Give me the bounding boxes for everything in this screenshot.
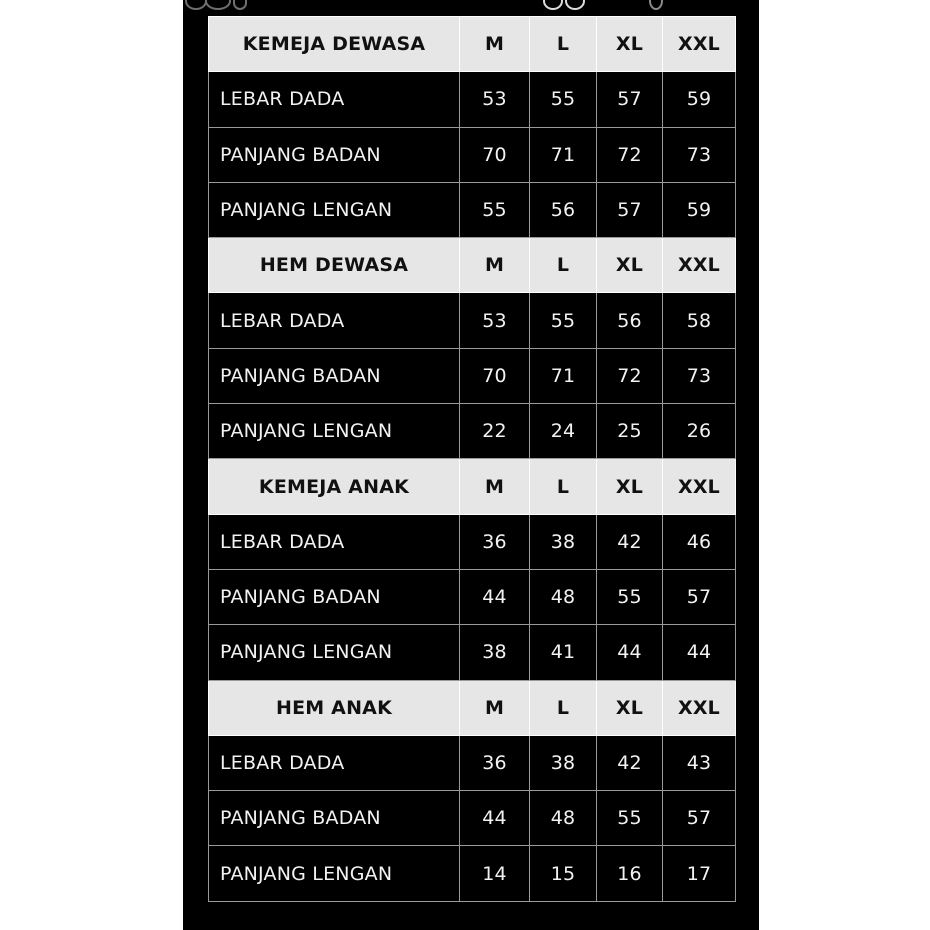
size-header: XL (597, 459, 663, 514)
size-header: XXL (663, 680, 736, 735)
measurement-value: 57 (597, 72, 663, 127)
measurement-row (209, 569, 736, 624)
measurement-label: PANJANG BADAN (209, 791, 460, 846)
size-chart-table (208, 16, 736, 902)
measurement-value: 72 (597, 127, 663, 182)
section-header-row (209, 238, 736, 293)
measurement-label: PANJANG LENGAN (209, 625, 460, 680)
measurement-value: 56 (530, 182, 597, 237)
measurement-value: 70 (460, 348, 530, 403)
swirl-ornament-icon (205, 0, 231, 10)
measurement-value: 55 (530, 72, 597, 127)
measurement-value: 71 (530, 348, 597, 403)
size-header: XXL (663, 459, 736, 514)
section-header-row (209, 680, 736, 735)
section-title: HEM ANAK (209, 680, 460, 735)
section-title: KEMEJA DEWASA (209, 17, 460, 72)
measurement-value: 53 (460, 293, 530, 348)
size-header: L (530, 459, 597, 514)
measurement-value: 24 (530, 404, 597, 459)
measurement-value: 55 (597, 569, 663, 624)
measurement-row (209, 404, 736, 459)
measurement-value: 41 (530, 625, 597, 680)
size-chart-body (209, 17, 736, 902)
measurement-value: 26 (663, 404, 736, 459)
measurement-value: 55 (597, 791, 663, 846)
measurement-row (209, 514, 736, 569)
measurement-row (209, 625, 736, 680)
measurement-row (209, 293, 736, 348)
measurement-row (209, 735, 736, 790)
measurement-value: 71 (530, 127, 597, 182)
size-header: M (460, 17, 530, 72)
size-header: XL (597, 17, 663, 72)
size-header: XL (597, 238, 663, 293)
measurement-label: PANJANG LENGAN (209, 404, 460, 459)
swirl-ornament-icon (185, 0, 207, 10)
section-title: KEMEJA ANAK (209, 459, 460, 514)
size-header: L (530, 238, 597, 293)
measurement-label: PANJANG BADAN (209, 348, 460, 403)
size-header: L (530, 17, 597, 72)
measurement-value: 16 (597, 846, 663, 901)
measurement-value: 15 (530, 846, 597, 901)
swirl-ornament-icon (565, 0, 585, 10)
measurement-value: 25 (597, 404, 663, 459)
swirl-ornament-icon (543, 0, 563, 10)
measurement-value: 73 (663, 127, 736, 182)
section-header-row (209, 459, 736, 514)
measurement-value: 44 (460, 569, 530, 624)
measurement-value: 44 (460, 791, 530, 846)
measurement-value: 14 (460, 846, 530, 901)
swirl-ornament-icon (649, 0, 663, 10)
cropped-decoration-strip (183, 0, 759, 16)
size-chart-panel (183, 0, 759, 930)
section-header-row (209, 17, 736, 72)
section-title: HEM DEWASA (209, 238, 460, 293)
measurement-value: 22 (460, 404, 530, 459)
measurement-value: 53 (460, 72, 530, 127)
measurement-value: 72 (597, 348, 663, 403)
measurement-value: 59 (663, 182, 736, 237)
measurement-row (209, 348, 736, 403)
measurement-row (209, 182, 736, 237)
measurement-value: 57 (663, 569, 736, 624)
measurement-value: 36 (460, 514, 530, 569)
size-header: M (460, 238, 530, 293)
size-header: XXL (663, 238, 736, 293)
measurement-value: 58 (663, 293, 736, 348)
measurement-value: 43 (663, 735, 736, 790)
measurement-value: 42 (597, 735, 663, 790)
measurement-row (209, 127, 736, 182)
swirl-ornament-icon (233, 0, 247, 10)
measurement-value: 48 (530, 569, 597, 624)
measurement-value: 70 (460, 127, 530, 182)
measurement-value: 59 (663, 72, 736, 127)
measurement-label: PANJANG BADAN (209, 127, 460, 182)
measurement-row (209, 72, 736, 127)
measurement-value: 48 (530, 791, 597, 846)
measurement-value: 57 (663, 791, 736, 846)
measurement-value: 38 (530, 514, 597, 569)
measurement-label: LEBAR DADA (209, 293, 460, 348)
measurement-value: 44 (663, 625, 736, 680)
size-header: L (530, 680, 597, 735)
measurement-label: PANJANG LENGAN (209, 846, 460, 901)
measurement-value: 36 (460, 735, 530, 790)
measurement-value: 55 (460, 182, 530, 237)
measurement-value: 42 (597, 514, 663, 569)
measurement-row (209, 791, 736, 846)
measurement-value: 73 (663, 348, 736, 403)
measurement-value: 57 (597, 182, 663, 237)
measurement-value: 38 (460, 625, 530, 680)
size-header: M (460, 680, 530, 735)
size-header: XXL (663, 17, 736, 72)
measurement-label: PANJANG LENGAN (209, 182, 460, 237)
measurement-value: 17 (663, 846, 736, 901)
measurement-value: 46 (663, 514, 736, 569)
measurement-label: PANJANG BADAN (209, 569, 460, 624)
measurement-value: 38 (530, 735, 597, 790)
size-header: XL (597, 680, 663, 735)
measurement-label: LEBAR DADA (209, 735, 460, 790)
measurement-value: 55 (530, 293, 597, 348)
measurement-value: 56 (597, 293, 663, 348)
size-header: M (460, 459, 530, 514)
measurement-label: LEBAR DADA (209, 72, 460, 127)
measurement-label: LEBAR DADA (209, 514, 460, 569)
measurement-row (209, 846, 736, 901)
measurement-value: 44 (597, 625, 663, 680)
